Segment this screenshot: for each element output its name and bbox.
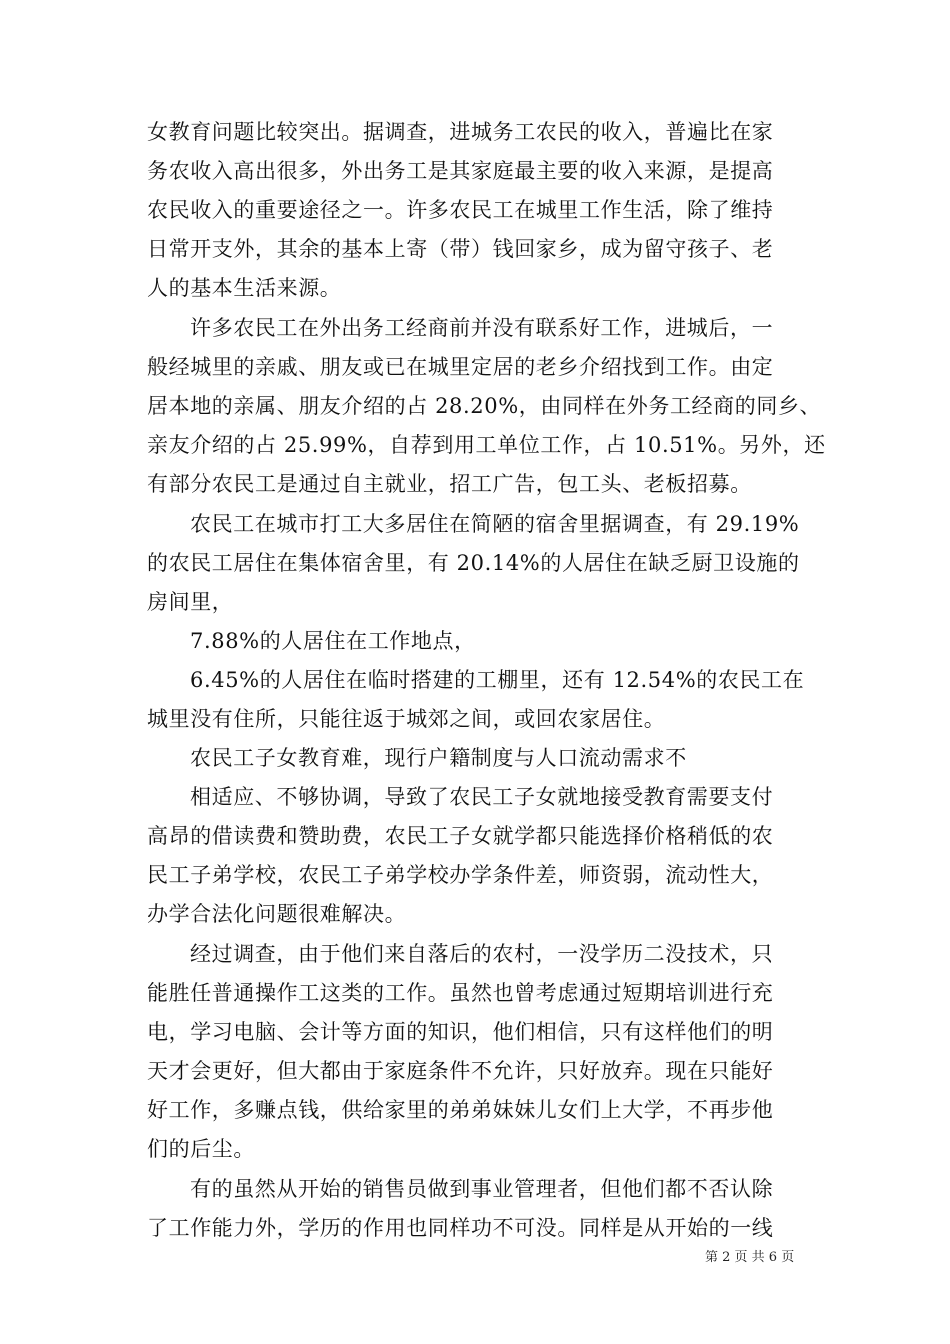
- text-line: 城里没有住所，只能往返于城郊之间，或回农家居住。: [147, 707, 666, 731]
- text-line: 日常开支外，其余的基本上寄（带）钱回家乡，成为留守孩子、老: [147, 237, 774, 261]
- text-line: 民工子弟学校，农民工子弟学校办学条件差，师资弱，流动性大，: [147, 863, 774, 887]
- text-line: 能胜任普通操作工这类的工作。虽然也曾考虑通过短期培训进行充: [147, 981, 774, 1005]
- text-line: 办学合法化问题很难解决。: [147, 902, 407, 926]
- text-line: 农民收入的重要途径之一。许多农民工在城里工作生活，除了维持: [147, 198, 774, 222]
- text-line: 居本地的亲属、朋友介绍的占 28.20%，由同样在外务工经商的同乡、: [147, 394, 822, 418]
- text-line: 女教育问题比较突出。据调查，进城务工农民的收入，普遍比在家: [147, 120, 774, 144]
- paragraph-first-line: 有的虽然从开始的销售员做到事业管理者，但他们都不否认除: [190, 1177, 774, 1201]
- text-line: 好工作，多赚点钱，供给家里的弟弟妹妹儿女们上大学，不再步他: [147, 1098, 774, 1122]
- paragraph-first-line: 许多农民工在外出务工经商前并没有联系好工作，进城后，一: [190, 316, 774, 340]
- paragraph-first-line: 农民工在城市打工大多居住在简陋的宿舍里据调查，有 29.19%: [190, 512, 800, 536]
- text-line: 了工作能力外，学历的作用也同样功不可没。同样是从开始的一线: [147, 1216, 774, 1240]
- text-line: 高昂的借读费和赞助费，农民工子女就学都只能选择价格稍低的农: [147, 824, 774, 848]
- text-line: 般经城里的亲戚、朋友或已在城里定居的老乡介绍找到工作。由定: [147, 355, 774, 379]
- text-line: 的农民工居住在集体宿舍里，有 20.14%的人居住在缺乏厨卫设施的: [147, 551, 800, 575]
- paragraph-first-line: 经过调查，由于他们来自落后的农村，一没学历二没技术，只: [190, 942, 774, 966]
- paragraph-first-line: 农民工子女教育难，现行户籍制度与人口流动需求不: [190, 746, 687, 770]
- paragraph-first-line: 7.88%的人居住在工作地点，: [190, 629, 476, 653]
- page-number-footer: 第 2 页 共 6 页: [705, 1250, 795, 1265]
- text-line: 人的基本生活来源。: [147, 276, 342, 300]
- text-line: 房间里，: [147, 590, 234, 614]
- text-line: 天才会更好，但大都由于家庭条件不允许，只好放弃。现在只能好: [147, 1059, 774, 1083]
- text-line: 电，学习电脑、会计等方面的知识，他们相信，只有这样他们的明: [147, 1020, 774, 1044]
- text-line: 务农收入高出很多，外出务工是其家庭最主要的收入来源，是提高: [147, 159, 774, 183]
- paragraph-first-line: 6.45%的人居住在临时搭建的工棚里，还有 12.54%的农民工在: [190, 668, 805, 692]
- text-line: 亲友介绍的占 25.99%，自荐到用工单位工作，占 10.51%。另外，还: [147, 433, 826, 457]
- text-line: 们的后尘。: [147, 1137, 255, 1161]
- text-line: 有部分农民工是通过自主就业，招工广告，包工头、老板招募。: [147, 472, 752, 496]
- paragraph-first-line: 相适应、不够协调，导致了农民工子女就地接受教育需要支付: [190, 785, 774, 809]
